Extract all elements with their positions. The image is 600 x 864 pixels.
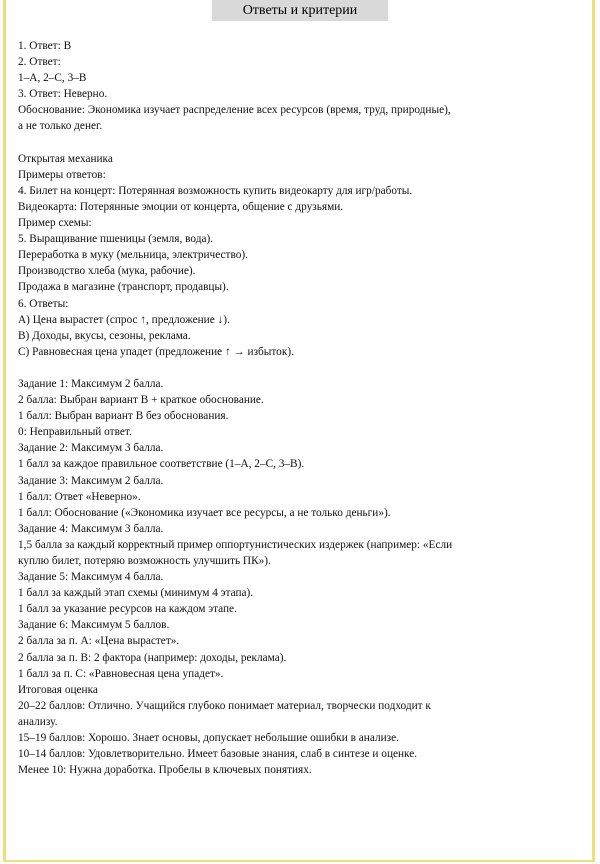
text-line: Задание 5: Максимум 4 балла. [18, 571, 164, 584]
text-line: 2 балла: Выбран вариант В + краткое обоснование. [18, 394, 264, 407]
page-title: Ответы и критерии [212, 0, 388, 21]
text-line: Итоговая оценка [18, 683, 98, 696]
text-line: 1–А, 2–С, 3–В [18, 72, 87, 85]
text-line: С) Равновесная цена упадет (предложение ↑ → избыток). [18, 345, 294, 358]
text-line: 2 балла за п. А: «Цена вырастет». [18, 635, 180, 648]
text-line: 1 балл: Ответ «Неверно». [18, 490, 141, 503]
text-line: 1. Ответ: В [18, 40, 72, 52]
text-line: Задание 2: Максимум 3 балла. [18, 442, 164, 455]
text-line: 1 балл за указание ресурсов на каждом этапе. [18, 603, 237, 616]
text-line: анализу. [18, 715, 58, 728]
text-line: Переработка в муку (мельница, электричество). [18, 249, 248, 262]
text-line: 15–19 баллов: Хорошо. Знает основы, допускает небольшие ошибки в анализе. [18, 732, 399, 745]
text-line: В) Доходы, вкусы, сезоны, реклама. [18, 329, 191, 342]
text-line: 4. Билет на концерт: Потерянная возможность купить видеокарту для игр/работы. [18, 184, 413, 197]
text-line: а не только денег. [18, 120, 103, 133]
text-line: 1,5 балла за каждый корректный пример оппортунистических издержек (например: «Если [18, 538, 453, 551]
text-line: 2 балла за п. В: 2 фактора (например: доходы, реклама). [18, 651, 287, 664]
text-line: Задание 1: Максимум 2 балла. [18, 377, 164, 390]
text-line: Обоснование: Экономика изучает распределение всех ресурсов (время, труд, природные), [18, 104, 451, 117]
text-line: 1 балл за каждое правильное соответствие (1–А, 2–С, 3–В). [18, 458, 305, 471]
text-line: А) Цена вырастет (спрос ↑, предложение ↓). [18, 313, 230, 326]
text-line: Задание 3: Максимум 2 балла. [18, 474, 164, 487]
text-line: Задание 4: Максимум 3 балла. [18, 522, 164, 535]
text-line: Продажа в магазине (транспорт, продавцы). [18, 281, 229, 294]
text-line: Производство хлеба (мука, рабочие). [18, 265, 196, 278]
text-line: 2. Ответ: [18, 56, 61, 69]
text-line: 1 балл: Обоснование («Экономика изучает все ресурсы, а не только деньги»). [18, 506, 391, 519]
text-line: 5. Выращивание пшеницы (земля, вода). [18, 233, 214, 246]
text-line: Примеры ответов: [18, 168, 106, 181]
text-line: 1 балл за п. С: «Равновесная цена упадет». [18, 667, 224, 680]
text-line: 10–14 баллов: Удовлетворительно. Имеет базовые знания, слаб в синтезе и оценке. [18, 748, 418, 761]
text-line: Пример схемы: [18, 217, 92, 230]
text-line: 6. Ответы: [18, 297, 69, 310]
text-line: Менее 10: Нужна доработка. Пробелы в ключевых понятиях. [18, 764, 312, 777]
paragraph-gap [18, 360, 584, 376]
text-line: куплю билет, потеряю возможность улучшить ПК»). [18, 555, 271, 567]
text-line: 3. Ответ: Неверно. [18, 88, 108, 101]
paragraph-gap [18, 135, 584, 151]
text-line: 20–22 баллов: Отлично. Учащийся глубоко понимает материал, творчески подходит к [18, 699, 431, 712]
document-body [18, 38, 584, 778]
text-line: Видеокарта: Потерянные эмоции от концерта, общение с друзьями. [18, 200, 344, 213]
text-line: 1 балл: Выбран вариант В без обоснования. [18, 410, 229, 423]
text-line: Открытая механика [18, 152, 113, 165]
text-line: 1 балл за каждый этап схемы (минимум 4 этапа). [18, 587, 254, 600]
text-line: 0: Неправильный ответ. [18, 426, 132, 439]
text-line: Задание 6: Максимум 5 баллов. [18, 619, 170, 632]
